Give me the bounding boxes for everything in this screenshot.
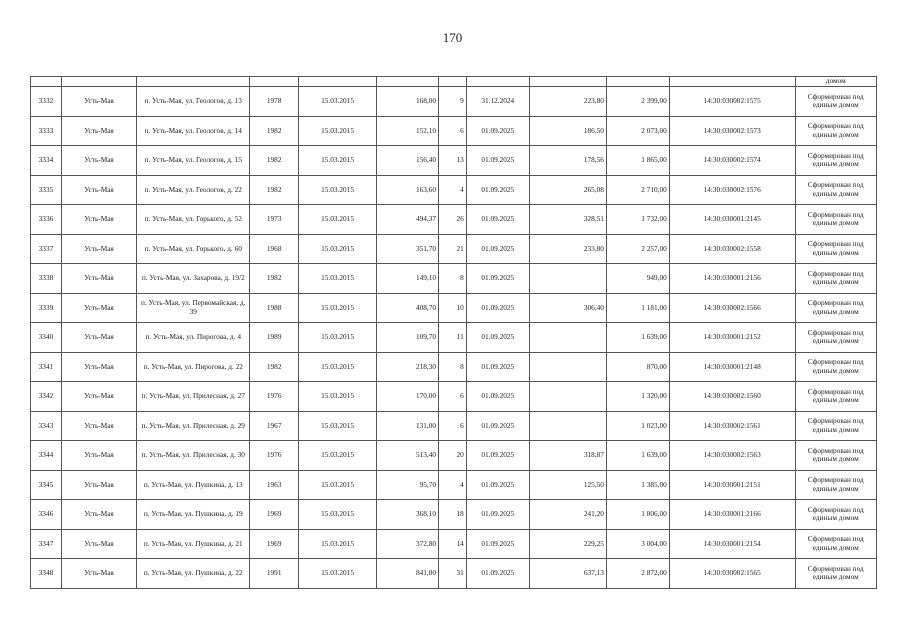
cell-status: Сформирован под единым домом (795, 175, 877, 205)
cell-address: п. Усть-Мая, ул. Горького, д. 60 (137, 234, 250, 264)
cell-count: 10 (439, 293, 467, 323)
cell-cadastral-number: 14:30:030001:2148 (669, 352, 795, 382)
cell-number: 3334 (31, 146, 62, 176)
cell-locality: Усть-Мая (61, 205, 136, 235)
cell-year: 1991 (250, 559, 298, 589)
cell-year: 1982 (250, 146, 298, 176)
cell-empty (606, 77, 669, 87)
table-row (31, 234, 877, 264)
cell-empty (137, 77, 250, 87)
cell-year: 1976 (250, 382, 298, 412)
cell-locality: Усть-Мая (61, 175, 136, 205)
cell-number: 3339 (31, 293, 62, 323)
cell-area: 408,70 (377, 293, 439, 323)
cell-year: 1982 (250, 175, 298, 205)
cell-locality: Усть-Мая (61, 559, 136, 589)
cell-date: 15.03.2015 (298, 352, 376, 382)
cell-count: 13 (439, 146, 467, 176)
cell-locality: Усть-Мая (61, 323, 136, 353)
cell-cadastral-number: 14:30:030002:1574 (669, 146, 795, 176)
cell-cadastral-number: 14:30:030002:1575 (669, 87, 795, 117)
table-row (31, 87, 877, 117)
cell-address: п. Усть-Мая, ул. Геологов, д. 15 (137, 146, 250, 176)
cell-end-date: 01.09.2025 (466, 352, 529, 382)
cell-address: п. Усть-Мая, ул. Геологов, д. 13 (137, 87, 250, 117)
cell-end-date: 01.09.2025 (466, 559, 529, 589)
cell-year: 1978 (250, 87, 298, 117)
cell-count: 26 (439, 205, 467, 235)
cell-status: Сформирован под единым домом (795, 146, 877, 176)
cell-end-date: 01.09.2025 (466, 205, 529, 235)
cell-number: 3346 (31, 500, 62, 530)
cell-locality: Усть-Мая (61, 234, 136, 264)
cell-cadastral-number: 14:30:030002:1561 (669, 411, 795, 441)
cell-area-2: 178,56 (529, 146, 606, 176)
cell-cadastral-number: 14:30:030001:2145 (669, 205, 795, 235)
cell-count: 20 (439, 441, 467, 471)
cell-cadastral-number: 14:30:030001:2156 (669, 264, 795, 294)
cell-sum: 1 639,00 (606, 323, 669, 353)
cell-number: 3332 (31, 87, 62, 117)
cell-locality: Усть-Мая (61, 293, 136, 323)
cell-date: 15.03.2015 (298, 500, 376, 530)
cell-locality: Усть-Мая (61, 264, 136, 294)
cell-count: 4 (439, 175, 467, 205)
cell-year: 1982 (250, 352, 298, 382)
cell-count: 18 (439, 500, 467, 530)
cell-number: 3343 (31, 411, 62, 441)
cell-date: 15.03.2015 (298, 559, 376, 589)
cell-sum: 2 710,00 (606, 175, 669, 205)
cell-number: 3341 (31, 352, 62, 382)
cell-year: 1989 (250, 323, 298, 353)
cell-date: 15.03.2015 (298, 323, 376, 353)
cell-area: 156,40 (377, 146, 439, 176)
cell-date: 15.03.2015 (298, 293, 376, 323)
table-row (31, 352, 877, 382)
cell-empty (61, 77, 136, 87)
table-row-continuation (31, 77, 877, 87)
table-row (31, 175, 877, 205)
cell-status: Сформирован под единым домом (795, 205, 877, 235)
cell-empty (439, 77, 467, 87)
cell-cadastral-number: 14:30:030001:2152 (669, 323, 795, 353)
cell-count: 14 (439, 529, 467, 559)
cell-status: Сформирован под единым домом (795, 293, 877, 323)
cell-date: 15.03.2015 (298, 205, 376, 235)
cell-year: 1969 (250, 529, 298, 559)
cell-end-date: 01.09.2025 (466, 293, 529, 323)
cell-area: 149,10 (377, 264, 439, 294)
cell-area-2: 306,40 (529, 293, 606, 323)
cell-locality: Усть-Мая (61, 529, 136, 559)
table-body (31, 77, 877, 589)
cell-area: 372,80 (377, 529, 439, 559)
cell-end-date: 01.09.2025 (466, 441, 529, 471)
cell-address: п. Усть-Мая, ул. Захарова, д. 19/2 (137, 264, 250, 294)
cell-locality: Усть-Мая (61, 411, 136, 441)
cell-locality: Усть-Мая (61, 500, 136, 530)
cell-area: 131,00 (377, 411, 439, 441)
cell-sum: 2 399,00 (606, 87, 669, 117)
cell-number: 3345 (31, 470, 62, 500)
cell-number: 3337 (31, 234, 62, 264)
cell-area: 841,80 (377, 559, 439, 589)
cell-cadastral-number: 14:30:030002:1560 (669, 382, 795, 412)
cell-locality: Усть-Мая (61, 382, 136, 412)
cell-sum: 1 320,00 (606, 382, 669, 412)
cell-area-2: 637,13 (529, 559, 606, 589)
cell-number: 3342 (31, 382, 62, 412)
cell-number: 3335 (31, 175, 62, 205)
cell-locality: Усть-Мая (61, 146, 136, 176)
cell-status: Сформирован под единым домом (795, 323, 877, 353)
cell-empty (298, 77, 376, 87)
cell-empty (377, 77, 439, 87)
cell-cadastral-number: 14:30:030002:1576 (669, 175, 795, 205)
cell-empty (529, 77, 606, 87)
cell-date: 15.03.2015 (298, 175, 376, 205)
cell-count: 11 (439, 323, 467, 353)
cell-locality: Усть-Мая (61, 470, 136, 500)
cell-end-date: 01.09.2025 (466, 382, 529, 412)
cell-sum: 2 872,00 (606, 559, 669, 589)
cell-area-2: 318,87 (529, 441, 606, 471)
cell-address: п. Усть-Мая, ул. Прилесная, д. 30 (137, 441, 250, 471)
cell-locality: Усть-Мая (61, 116, 136, 146)
cell-date: 15.03.2015 (298, 441, 376, 471)
cell-area: 168,00 (377, 87, 439, 117)
cell-year: 1988 (250, 293, 298, 323)
cell-sum: 1 639,00 (606, 441, 669, 471)
cell-area: 170,00 (377, 382, 439, 412)
cell-area-2: 233,80 (529, 234, 606, 264)
table-row (31, 559, 877, 589)
cell-address: п. Усть-Мая, ул. Пирогова, д. 22 (137, 352, 250, 382)
cell-count: 6 (439, 116, 467, 146)
cell-area-2: 186,50 (529, 116, 606, 146)
cell-end-date: 01.09.2025 (466, 529, 529, 559)
cell-sum: 1 865,00 (606, 146, 669, 176)
cell-end-date: 01.09.2025 (466, 146, 529, 176)
cell-status: Сформирован под единым домом (795, 500, 877, 530)
cell-sum: 2 073,00 (606, 116, 669, 146)
cell-status: Сформирован под единым домом (795, 529, 877, 559)
cell-area-2: 125,50 (529, 470, 606, 500)
cell-year: 1976 (250, 441, 298, 471)
cell-end-date: 01.09.2025 (466, 470, 529, 500)
cell-date: 15.03.2015 (298, 264, 376, 294)
cell-date: 15.03.2015 (298, 529, 376, 559)
table-row (31, 264, 877, 294)
table-row (31, 470, 877, 500)
cell-area-2: 229,25 (529, 529, 606, 559)
cell-sum: 870,00 (606, 352, 669, 382)
cell-date: 15.03.2015 (298, 87, 376, 117)
cell-area-2 (529, 352, 606, 382)
cell-area-2: 328,51 (529, 205, 606, 235)
cell-address: п. Усть-Мая, ул. Прилесная, д. 29 (137, 411, 250, 441)
cell-status: Сформирован под единым домом (795, 234, 877, 264)
cell-end-date: 01.09.2025 (466, 323, 529, 353)
cell-address: п. Усть-Мая, ул. Геологов, д. 14 (137, 116, 250, 146)
cell-sum: 1 385,00 (606, 470, 669, 500)
cell-area: 163,60 (377, 175, 439, 205)
table-row (31, 323, 877, 353)
cell-count: 6 (439, 411, 467, 441)
cell-status: Сформирован под единым домом (795, 382, 877, 412)
table-row (31, 293, 877, 323)
cell-area: 351,70 (377, 234, 439, 264)
table-row (31, 441, 877, 471)
cell-cadastral-number: 14:30:030002:1563 (669, 441, 795, 471)
table-row (31, 500, 877, 530)
cell-status: Сформирован под единым домом (795, 352, 877, 382)
cell-status: Сформирован под единым домом (795, 116, 877, 146)
cell-date: 15.03.2015 (298, 146, 376, 176)
cell-count: 4 (439, 470, 467, 500)
cell-area: 368,10 (377, 500, 439, 530)
cell-status: домом (795, 77, 877, 87)
cell-locality: Усть-Мая (61, 441, 136, 471)
cell-year: 1969 (250, 500, 298, 530)
cell-area-2 (529, 382, 606, 412)
cell-end-date: 01.09.2025 (466, 116, 529, 146)
cell-number: 3348 (31, 559, 62, 589)
cell-address: п. Усть-Мая, ул. Пирогова, д. 4 (137, 323, 250, 353)
cell-cadastral-number: 14:30:030002:1573 (669, 116, 795, 146)
cell-end-date: 01.09.2025 (466, 234, 529, 264)
table-row (31, 529, 877, 559)
cell-area: 494,37 (377, 205, 439, 235)
cell-status: Сформирован под единым домом (795, 470, 877, 500)
cell-area-2 (529, 411, 606, 441)
cell-address: п. Усть-Мая, ул. Пушкина, д. 19 (137, 500, 250, 530)
cell-locality: Усть-Мая (61, 87, 136, 117)
cell-cadastral-number: 14:30:030002:1566 (669, 293, 795, 323)
cell-year: 1982 (250, 264, 298, 294)
cell-end-date: 01.09.2025 (466, 500, 529, 530)
cell-end-date: 01.09.2025 (466, 264, 529, 294)
cell-empty (250, 77, 298, 87)
cell-count: 6 (439, 382, 467, 412)
table-row (31, 116, 877, 146)
cell-sum: 1 806,00 (606, 500, 669, 530)
cell-address: п. Усть-Мая, ул. Прилесная, д. 27 (137, 382, 250, 412)
cell-count: 9 (439, 87, 467, 117)
cell-year: 1963 (250, 470, 298, 500)
cell-cadastral-number: 14:30:030001:2166 (669, 500, 795, 530)
cell-cadastral-number: 14:30:030001:2154 (669, 529, 795, 559)
table-row (31, 205, 877, 235)
cell-number: 3338 (31, 264, 62, 294)
cell-number: 3336 (31, 205, 62, 235)
cell-sum: 1 023,00 (606, 411, 669, 441)
cell-number: 3347 (31, 529, 62, 559)
cell-sum: 2 257,00 (606, 234, 669, 264)
cell-sum: 1 181,00 (606, 293, 669, 323)
cell-count: 8 (439, 352, 467, 382)
table-row (31, 411, 877, 441)
cell-year: 1967 (250, 411, 298, 441)
cell-area-2 (529, 264, 606, 294)
cell-count: 31 (439, 559, 467, 589)
cell-cadastral-number: 14:30:030002:1565 (669, 559, 795, 589)
cell-sum: 949,00 (606, 264, 669, 294)
cell-address: п. Усть-Мая, ул. Геологов, д. 22 (137, 175, 250, 205)
cell-sum: 3 004,00 (606, 529, 669, 559)
cell-status: Сформирован под единым домом (795, 87, 877, 117)
cell-address: п. Усть-Мая, ул. Пушкина, д. 22 (137, 559, 250, 589)
cell-status: Сформирован под единым домом (795, 559, 877, 589)
cell-area: 109,70 (377, 323, 439, 353)
cell-year: 1982 (250, 116, 298, 146)
cell-address: п. Усть-Мая, ул. Горького, д. 52 (137, 205, 250, 235)
cell-address: п. Усть-Мая, ул. Пушкина, д. 13 (137, 470, 250, 500)
cell-status: Сформирован под единым домом (795, 264, 877, 294)
cell-end-date: 01.09.2025 (466, 175, 529, 205)
cell-year: 1973 (250, 205, 298, 235)
table-row (31, 146, 877, 176)
cell-end-date: 01.09.2025 (466, 411, 529, 441)
cell-area-2: 241,20 (529, 500, 606, 530)
cell-count: 8 (439, 264, 467, 294)
cell-date: 15.03.2015 (298, 411, 376, 441)
cell-status: Сформирован под единым домом (795, 411, 877, 441)
cell-end-date: 31.12.2024 (466, 87, 529, 117)
cell-number: 3340 (31, 323, 62, 353)
cell-date: 15.03.2015 (298, 382, 376, 412)
cell-date: 15.03.2015 (298, 116, 376, 146)
cell-area-2: 223,80 (529, 87, 606, 117)
cell-date: 15.03.2015 (298, 470, 376, 500)
registry-table (30, 76, 877, 589)
cell-empty (466, 77, 529, 87)
cell-area-2 (529, 323, 606, 353)
cell-sum: 1 732,00 (606, 205, 669, 235)
cell-date: 15.03.2015 (298, 234, 376, 264)
cell-status: Сформирован под единым домом (795, 441, 877, 471)
cell-number: 3333 (31, 116, 62, 146)
cell-cadastral-number: 14:30:030001:2151 (669, 470, 795, 500)
cell-cadastral-number: 14:30:030002:1558 (669, 234, 795, 264)
table-row (31, 382, 877, 412)
cell-number: 3344 (31, 441, 62, 471)
cell-area: 95,70 (377, 470, 439, 500)
cell-address: п. Усть-Мая, ул. Пушкина, д. 21 (137, 529, 250, 559)
cell-area: 513,40 (377, 441, 439, 471)
cell-area: 152,10 (377, 116, 439, 146)
cell-area: 218,30 (377, 352, 439, 382)
page-number: 170 (442, 30, 463, 45)
cell-year: 1968 (250, 234, 298, 264)
cell-address: п. Усть-Мая, ул. Первомайская, д. 39 (137, 293, 250, 323)
cell-empty (31, 77, 62, 87)
cell-count: 21 (439, 234, 467, 264)
cell-locality: Усть-Мая (61, 352, 136, 382)
cell-area-2: 265,08 (529, 175, 606, 205)
cell-empty (669, 77, 795, 87)
